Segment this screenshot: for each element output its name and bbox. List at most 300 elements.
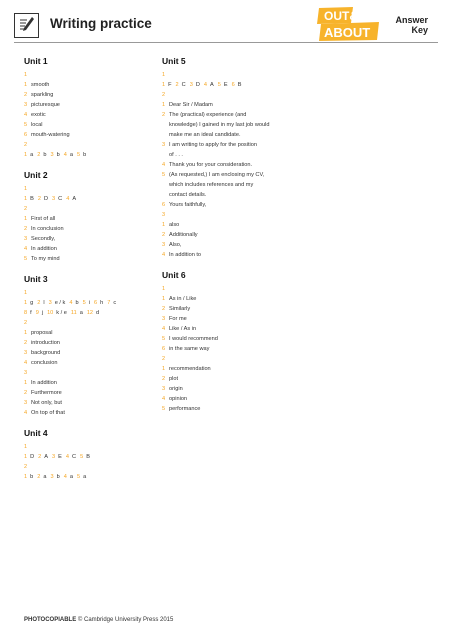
section-number: 1 [24,444,28,450]
answer-pair [87,310,99,316]
item-number: 3 [162,142,166,148]
unit-title: Unit 6 [162,270,186,280]
answer-pair [77,152,86,158]
answer-pair [66,454,76,460]
unit-title: Unit 2 [24,170,48,180]
answer-inline [24,298,154,308]
item-number [162,190,169,200]
item-answer: D [195,82,200,88]
header-divider [14,42,438,43]
item-text: performance [169,406,201,412]
item-number: 6 [93,300,98,306]
section-number: 3 [24,370,28,376]
item-number: 6 [162,346,166,352]
answer-list [24,378,154,418]
photocopiable-label: PHOTOCOPIABLE [24,617,77,623]
item-number: 3 [50,152,54,158]
unit-4 [24,428,154,482]
item-answer: i [88,300,90,306]
answer-pair [107,300,116,306]
answer-pair [69,300,78,306]
item-text: I would recommend [169,336,218,342]
section-number: 2 [162,356,166,362]
answer-item [24,234,154,244]
item-number: 2 [24,226,28,232]
item-number: 1 [24,330,28,336]
item-text: conclusion [31,360,58,366]
answer-item [24,328,154,338]
left-column [24,52,154,482]
page-footer [24,617,173,623]
answer-item [24,348,154,358]
item-number: 3 [162,386,166,392]
item-number: 12 [86,310,94,316]
item-number: 3 [24,400,28,406]
item-answer: B [86,454,90,460]
item-number: 2 [24,92,28,98]
item-text: In conclusion [31,226,64,232]
item-number [162,180,169,190]
answer-pair [94,300,103,306]
answer-item [162,120,302,130]
item-text: Not only, but [31,400,62,406]
item-number: 2 [37,300,41,306]
unit-3 [24,274,154,418]
answer-item [162,110,302,120]
item-text: picturesque [31,102,60,108]
item-text: mouth-watering [31,132,70,138]
section-number: 1 [162,286,166,292]
answer-pair [24,152,33,158]
item-number: 2 [24,390,28,396]
answer-pair [24,474,33,480]
item-answer: e / k [54,300,66,306]
item-answer: a [79,310,83,316]
section-number: 2 [162,92,166,98]
item-text: of . . . [169,152,183,158]
answer-item [162,130,302,140]
answer-item [162,344,302,354]
answer-pair [37,300,44,306]
answer-item [24,244,154,254]
item-number: 6 [231,82,235,88]
answer-pair [162,82,172,88]
copyright-text: © Cambridge University Press 2015 [76,617,174,623]
item-answer: h [100,300,104,306]
item-text: Like / As in [169,326,197,332]
answer-item [162,294,302,304]
answer-list [24,328,154,368]
item-answer: b [83,152,87,158]
answer-item [162,250,302,260]
item-number: 9 [35,310,39,316]
item-answer: c [113,300,117,306]
item-number: 4 [24,410,28,416]
answer-item [162,304,302,314]
item-text: plot [169,376,179,382]
answer-pair [64,474,73,480]
answer-item [24,378,154,388]
item-text: Additionally [169,232,198,238]
item-answer: a [30,152,34,158]
answer-item [162,404,302,414]
answer-pair [52,454,62,460]
item-text: I am writing to apply for the position [169,142,257,148]
item-number: 1 [24,196,28,202]
answer-item [162,230,302,240]
answer-pair [83,300,90,306]
item-answer: b [43,152,47,158]
item-text: proposal [31,330,53,336]
answer-item [162,364,302,374]
item-number: 2 [37,196,41,202]
answer-item [162,190,302,200]
answer-pair [24,196,34,202]
answer-pair [176,82,186,88]
item-number: 6 [24,132,28,138]
item-answer: b [56,474,60,480]
item-number: 4 [162,252,166,258]
section-number: 2 [24,320,28,326]
section-number: 1 [24,290,28,296]
item-number: 8 [24,310,28,316]
unit-title: Unit 1 [24,56,48,66]
item-number: 3 [52,196,56,202]
section-number: 1 [24,186,28,192]
answer-item [162,384,302,394]
item-number: 2 [162,232,166,238]
item-number: 5 [77,152,81,158]
answer-item [24,408,154,418]
out-and-about-logo [313,6,385,42]
answer-inline [24,472,154,482]
item-number: 4 [162,162,166,168]
item-text: background [31,350,61,356]
answer-inline [162,80,302,90]
item-text: local [31,122,43,128]
item-answer: d [96,310,100,316]
item-answer: E [223,82,228,88]
answer-pair [64,152,73,158]
answer-pair [51,152,60,158]
answer-item [24,110,154,120]
item-number: 1 [24,152,28,158]
item-number: 3 [24,102,28,108]
answer-pair [24,310,32,316]
item-text: For me [169,316,187,322]
item-number: 4 [63,152,67,158]
item-number: 1 [162,222,166,228]
item-answer: b [75,300,79,306]
answer-list [162,220,302,260]
answer-item [162,240,302,250]
item-number: 2 [162,112,166,118]
answer-pair [47,310,67,316]
item-number: 3 [24,236,28,242]
item-answer: D [30,454,35,460]
item-number: 3 [52,454,56,460]
item-number: 4 [65,454,70,460]
answer-pair [24,454,34,460]
answer-item [24,254,154,264]
item-answer: B [30,196,34,202]
item-number [162,120,169,130]
answer-item [162,140,302,150]
item-number: 5 [24,256,28,262]
item-text: recommendation [169,366,211,372]
unit-6 [162,270,302,414]
page-title: Writing practice [50,16,152,31]
answer-item [162,180,302,190]
answer-pair [37,152,46,158]
item-number: 3 [162,316,166,322]
answer-inline [24,452,154,462]
item-text: To my mind [31,256,60,262]
item-text: origin [169,386,183,392]
item-text: Secondly, [31,236,56,242]
item-number: 1 [24,474,28,480]
item-answer: a [43,474,47,480]
item-number: 4 [24,246,28,252]
item-number: 3 [24,350,28,356]
item-answer: g [30,300,34,306]
answer-item [24,80,154,90]
item-answer: a [83,474,87,480]
answer-item [24,224,154,234]
section-number: 2 [24,464,28,470]
item-text: contact details. [169,192,207,198]
item-answer: C [72,454,77,460]
item-number: 4 [162,396,166,402]
item-number: 4 [63,474,67,480]
section-number: 1 [24,72,28,78]
answer-pair [24,300,33,306]
item-number: 1 [24,454,28,460]
item-number: 5 [162,172,166,178]
answer-pair [37,474,46,480]
item-number: 4 [203,82,208,88]
item-text: Furthermore [31,390,62,396]
answer-pair [49,300,66,306]
item-number: 1 [162,296,166,302]
unit-1 [24,56,154,160]
item-number: 4 [162,326,166,332]
item-number: 6 [162,202,166,208]
section-number: 3 [162,212,166,218]
item-answer: b [56,152,60,158]
answer-list [162,100,302,210]
item-number: 2 [37,152,41,158]
answer-item [162,314,302,324]
answer-inline [24,150,154,160]
item-text: Similarly [169,306,191,312]
item-text: make me an ideal candidate. [169,132,241,138]
answer-pair [218,82,228,88]
item-text: First of all [31,216,56,222]
item-number: 4 [69,300,73,306]
answer-item [24,120,154,130]
item-text: knowledge) I gained in my last job would [169,122,270,128]
answer-item [162,170,302,180]
item-text: which includes references and my [169,182,254,188]
item-number: 5 [162,406,166,412]
item-text: In addition [31,380,57,386]
answer-item [162,160,302,170]
item-text: exotic [31,112,46,118]
item-text: Also, [169,242,182,248]
answer-list [24,214,154,264]
item-text: The (practical) experience (and [169,112,247,118]
unit-5 [162,56,302,260]
answer-item [24,100,154,110]
item-number: 2 [162,376,166,382]
answer-item [24,398,154,408]
item-answer: a [69,474,73,480]
item-number: 1 [24,380,28,386]
answer-item [162,220,302,230]
answer-pair [38,196,48,202]
answer-item [162,324,302,334]
answer-pair [204,82,214,88]
item-text: opinion [169,396,188,402]
item-number: 3 [48,300,52,306]
answer-pair [232,82,242,88]
answer-pair [190,82,200,88]
answer-pair [80,454,90,460]
item-answer: l [43,300,45,306]
item-text: Dear Sir / Madam [169,102,213,108]
item-text: smooth [31,82,50,88]
unit-2 [24,170,154,264]
answer-list [162,364,302,414]
answer-inline [24,194,154,204]
answer-item [162,100,302,110]
item-number: 4 [24,360,28,366]
answer-item [162,200,302,210]
item-number: 5 [77,474,81,480]
item-number: 4 [24,112,28,118]
answer-list [24,80,154,140]
item-answer: f [30,310,32,316]
item-answer: C [58,196,63,202]
item-number: 5 [24,122,28,128]
item-number: 1 [162,366,166,372]
item-number: 1 [24,82,28,88]
item-text: sparkling [31,92,54,98]
answer-item [24,90,154,100]
answer-item [162,150,302,160]
item-answer: A [44,454,49,460]
item-number: 3 [162,242,166,248]
answer-item [24,358,154,368]
item-number: 1 [162,82,166,88]
item-answer: A [210,82,214,88]
answer-item [162,374,302,384]
answer-inline [24,308,154,318]
item-answer: E [58,454,62,460]
logo-line2: ABOUT [324,25,371,40]
item-number: 4 [66,196,70,202]
item-answer: j [41,310,44,316]
item-number: 2 [175,82,179,88]
item-answer: A [72,196,77,202]
item-text: In addition [31,246,57,252]
item-text: In addition to [169,252,202,258]
item-text: On top of that [31,410,65,416]
item-number: 5 [80,454,84,460]
item-number: 2 [24,340,28,346]
answer-item [162,394,302,404]
item-number: 3 [50,474,54,480]
logo-line1: OUT& [324,9,358,23]
page-header [0,0,452,45]
item-number: 5 [217,82,221,88]
item-number [162,130,169,140]
unit-title: Unit 5 [162,56,186,66]
answer-item [24,388,154,398]
answer-pair [36,310,43,316]
answer-item [24,130,154,140]
section-number: 2 [24,142,28,148]
item-answer: C [181,82,186,88]
answer-pair [71,310,83,316]
answer-pair [51,474,60,480]
item-number: 5 [162,336,166,342]
section-number: 2 [24,206,28,212]
unit-title: Unit 3 [24,274,48,284]
section-number: 1 [162,72,166,78]
answer-key-label: Answer Key [395,15,428,35]
answer-pair [38,454,48,460]
item-answer: D [43,196,49,202]
item-number: 2 [37,474,41,480]
answer-list [162,294,302,354]
item-number: 1 [24,300,28,306]
item-text: also [169,222,180,228]
item-number: 7 [107,300,111,306]
item-number: 11 [70,310,77,316]
item-answer: F [168,82,172,88]
item-answer: b [30,474,34,480]
item-number: 5 [82,300,86,306]
item-answer: a [69,152,73,158]
item-number: 10 [47,310,54,316]
item-number: 2 [38,454,42,460]
item-number: 3 [189,82,193,88]
item-text: introduction [31,340,60,346]
item-text: in the same way [169,346,210,352]
answer-item [24,338,154,348]
unit-title: Unit 4 [24,428,48,438]
pencil-icon [14,13,39,38]
item-number: 1 [162,102,166,108]
answer-pair [52,196,62,202]
item-text: As in / Like [169,296,197,302]
item-text: Yours faithfully, [169,202,207,208]
answer-item [24,214,154,224]
item-text: (As requested,) I am enclosing my CV, [169,172,265,178]
right-column [162,52,302,414]
answer-item [162,334,302,344]
answer-pair [66,196,76,202]
item-number [162,150,169,160]
item-number: 2 [162,306,166,312]
item-answer: k / e [56,310,67,316]
item-text: Thank you for your consideration. [169,162,253,168]
item-answer: B [237,82,242,88]
answer-pair [77,474,86,480]
item-number: 1 [24,216,28,222]
